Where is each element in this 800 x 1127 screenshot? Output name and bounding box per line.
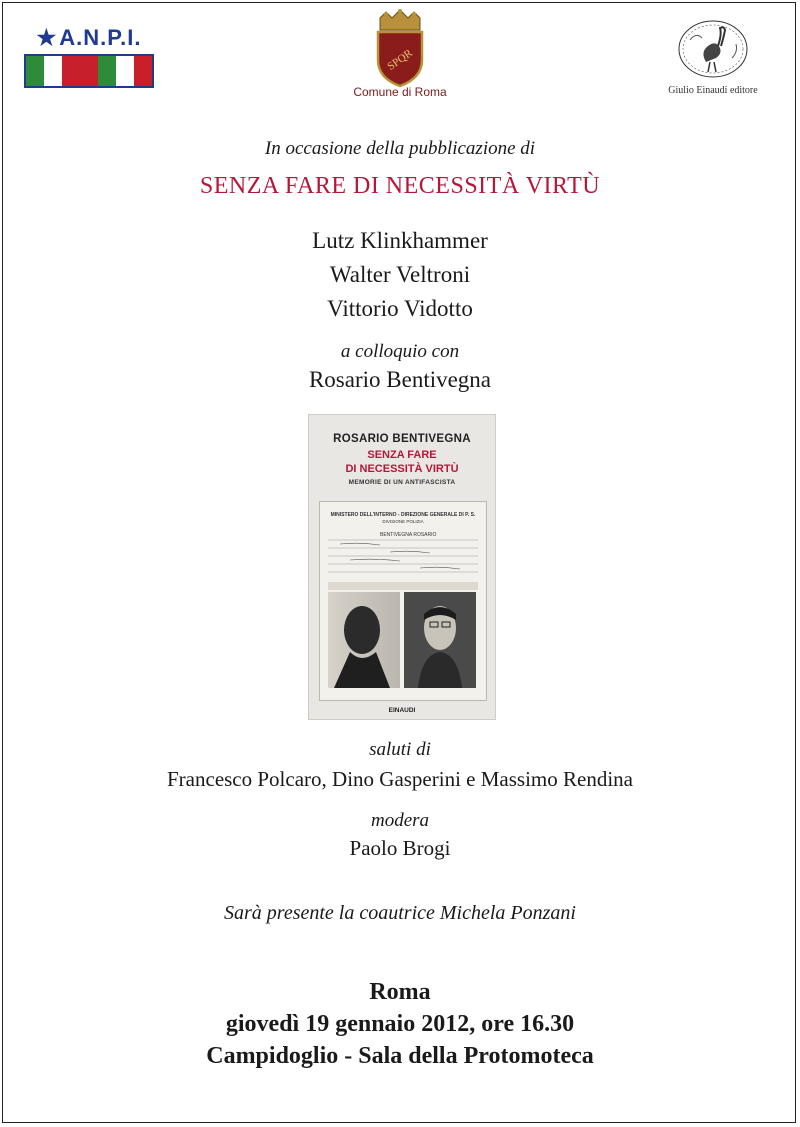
speaker-name: Walter Veltroni	[329, 262, 471, 287]
guest-name: Rosario Bentivegna	[308, 367, 492, 392]
book-cover-title: SENZA FARE DI NECESSITÀ VIRTÙ	[345, 449, 459, 475]
colloquio-intro: a colloquio con	[340, 341, 460, 362]
svg-text:BENTIVEGNA ROSARIO: BENTIVEGNA ROSARIO	[380, 532, 437, 538]
star-icon: ★	[36, 25, 58, 50]
comune-di-roma-label: Comune di Roma	[353, 85, 447, 99]
book-cover-subtitle: MEMORIE DI UN ANTIFASCISTA	[348, 479, 456, 486]
book-title-heading: SENZA FARE DI NECESSITÀ VIRTÙ	[199, 173, 601, 199]
event-venue: Campidoglio - Sala della Protomoteca	[206, 1043, 594, 1069]
book-cover-image	[308, 414, 496, 720]
police-record-document	[319, 501, 487, 701]
svg-text:MINISTERO DELL'INTERNO - DIREZ: MINISTERO DELL'INTERNO - DIREZIONE GENERALE DI P. S.	[330, 512, 476, 518]
speaker-name: Lutz Klinkhammer	[312, 228, 488, 253]
intro-line: In occasione della pubblicazione di	[264, 138, 536, 159]
svg-text:DIVISIONE POLIZIA: DIVISIONE POLIZIA	[382, 519, 424, 524]
einaudi-ostrich-logo-icon	[676, 18, 750, 80]
coauthor-presence-note: Sarà presente la coautrice Michela Ponzani	[224, 902, 576, 924]
saluti-intro: saluti di	[369, 739, 431, 760]
anpi-logo-text: A.N.P.I.	[59, 25, 142, 50]
book-cover-author: ROSARIO BENTIVEGNA	[333, 433, 471, 445]
modera-intro: modera	[370, 810, 430, 831]
saluti-names: Francesco Polcaro, Dino Gasperini e Massimo Rendina	[167, 767, 633, 791]
italian-flag-icon	[24, 54, 154, 88]
speaker-name: Vittorio Vidotto	[327, 296, 473, 321]
svg-text:SPQR: SPQR	[385, 47, 415, 73]
event-city: Roma	[369, 979, 431, 1005]
anpi-logo	[24, 24, 154, 88]
book-cover-publisher: EINAUDI	[388, 707, 416, 714]
event-date: giovedì 19 gennaio 2012, ore 16.30	[225, 1011, 575, 1037]
einaudi-label: Giulio Einaudi editore	[668, 85, 758, 96]
moderator-name: Paolo Brogi	[349, 836, 451, 860]
